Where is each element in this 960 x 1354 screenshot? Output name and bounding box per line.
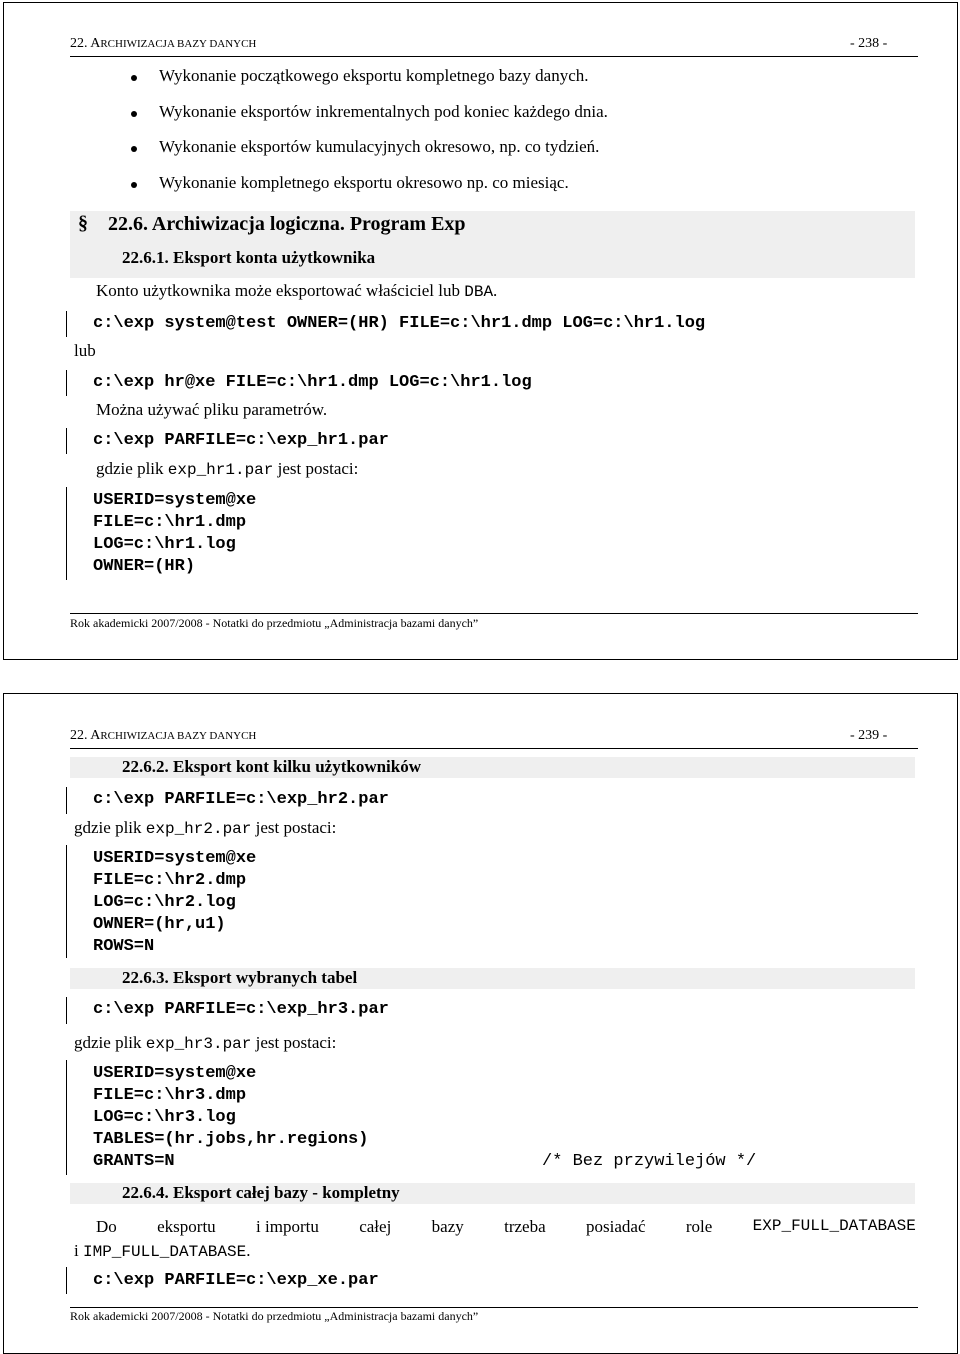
code-line: USERID=system@xe <box>93 849 257 868</box>
code-bar <box>66 845 67 958</box>
paragraph: gdzie plik exp_hr1.par jest postaci: <box>96 459 359 479</box>
code-word: EXP_FULL_DATABASE <box>752 1217 916 1235</box>
paragraph: i IMP_FULL_DATABASE. <box>74 1241 251 1261</box>
justified-paragraph-line <box>96 1217 916 1237</box>
footer-rule <box>70 613 918 614</box>
word: eksportu <box>157 1217 216 1236</box>
code-block <box>93 490 256 578</box>
code-command: c:\exp PARFILE=c:\exp_hr3.par <box>93 1000 389 1019</box>
code-line: ROWS=N <box>93 937 155 956</box>
word: bazy <box>431 1217 464 1236</box>
paragraph: Konto użytkownika może eksportować właściciel lub DBA. <box>96 281 498 301</box>
code-line: FILE=c:\hr3.dmp <box>93 1086 247 1105</box>
subsection-title: 22.6.1. Eksport konta użytkownika <box>122 248 376 267</box>
code-bar <box>66 428 67 454</box>
code-line: OWNER=(hr,u1) <box>93 915 226 934</box>
code-command: c:\exp PARFILE=c:\exp_hr1.par <box>93 431 389 450</box>
code-line: LOG=c:\hr1.log <box>93 535 236 554</box>
word: całej <box>359 1217 392 1236</box>
paragraph: Można używać pliku parametrów. <box>96 400 328 419</box>
header-rule <box>70 748 918 749</box>
bullet-icon <box>131 146 137 152</box>
code-bar <box>66 370 67 396</box>
code-bar <box>66 487 67 580</box>
code-bar <box>66 311 67 337</box>
code-line: GRANTS=N <box>93 1152 175 1171</box>
code-bar <box>66 1060 67 1175</box>
word: posiadać <box>586 1217 646 1236</box>
code-bar <box>66 997 67 1024</box>
header-rule <box>70 56 918 57</box>
code-line: OWNER=(HR) <box>93 557 196 576</box>
section-sign: § <box>78 212 88 234</box>
code-line: TABLES=(hr.jobs,hr.regions) <box>93 1130 369 1149</box>
list-item: Wykonanie eksportów kumulacyjnych okresowo, np. co tydzień. <box>159 137 600 156</box>
list-item: Wykonanie początkowego eksportu kompletnego bazy danych. <box>159 66 589 85</box>
subsection-title: 22.6.2. Eksport kont kilku użytkowników <box>122 757 422 776</box>
code-bar <box>66 1267 67 1294</box>
code-line: LOG=c:\hr2.log <box>93 893 236 912</box>
code-line: USERID=system@xe <box>93 491 257 510</box>
code-line: LOG=c:\hr3.log <box>93 1108 236 1127</box>
page-number: - 238 - <box>850 36 888 51</box>
word: i importu <box>256 1217 319 1236</box>
page-footer: Rok akademicki 2007/2008 - Notatki do przedmiotu „Administracja bazami danych” <box>70 616 479 630</box>
code-line: FILE=c:\hr1.dmp <box>93 513 247 532</box>
page-footer: Rok akademicki 2007/2008 - Notatki do przedmiotu „Administracja bazami danych” <box>70 1309 479 1323</box>
page-238 <box>3 2 958 660</box>
page-header-title: 22. ARCHIWIZACJA BAZY DANYCH <box>70 36 257 51</box>
page-number: - 239 - <box>850 728 888 743</box>
bullet-icon <box>131 75 137 81</box>
subsection-title: 22.6.4. Eksport całej bazy - kompletny <box>122 1183 400 1202</box>
word: trzeba <box>504 1217 546 1236</box>
code-command: c:\exp system@test OWNER=(HR) FILE=c:\hr1.dmp LOG=c:\hr1.log <box>93 314 706 333</box>
code-command: c:\exp PARFILE=c:\exp_xe.par <box>93 1271 379 1290</box>
page-header-title: 22. ARCHIWIZACJA BAZY DANYCH <box>70 728 257 743</box>
code-command: c:\exp PARFILE=c:\exp_hr2.par <box>93 790 389 809</box>
code-block <box>93 848 256 958</box>
code-block <box>93 1063 368 1173</box>
bullet-icon <box>131 182 137 188</box>
bullet-icon <box>131 111 137 117</box>
list-item: Wykonanie kompletnego eksportu okresowo np. co miesiąc. <box>159 173 569 192</box>
section-title: 22.6. Archiwizacja logiczna. Program Exp <box>108 213 466 235</box>
word: role <box>685 1217 713 1236</box>
list-item: Wykonanie eksportów inkrementalnych pod koniec każdego dnia. <box>159 102 608 121</box>
footer-rule <box>70 1307 918 1308</box>
code-line: USERID=system@xe <box>93 1064 257 1083</box>
connector-text: lub <box>74 341 96 360</box>
paragraph: gdzie plik exp_hr3.par jest postaci: <box>74 1033 337 1053</box>
paragraph: gdzie plik exp_hr2.par jest postaci: <box>74 818 337 838</box>
code-command: c:\exp hr@xe FILE=c:\hr1.dmp LOG=c:\hr1.log <box>93 373 532 392</box>
code-comment: /* Bez przywilejów */ <box>542 1152 757 1171</box>
code-line: FILE=c:\hr2.dmp <box>93 871 247 890</box>
code-bar <box>66 787 67 814</box>
page-239 <box>3 693 958 1354</box>
subsection-title: 22.6.3. Eksport wybranych tabel <box>122 968 358 987</box>
word: Do <box>96 1217 117 1236</box>
